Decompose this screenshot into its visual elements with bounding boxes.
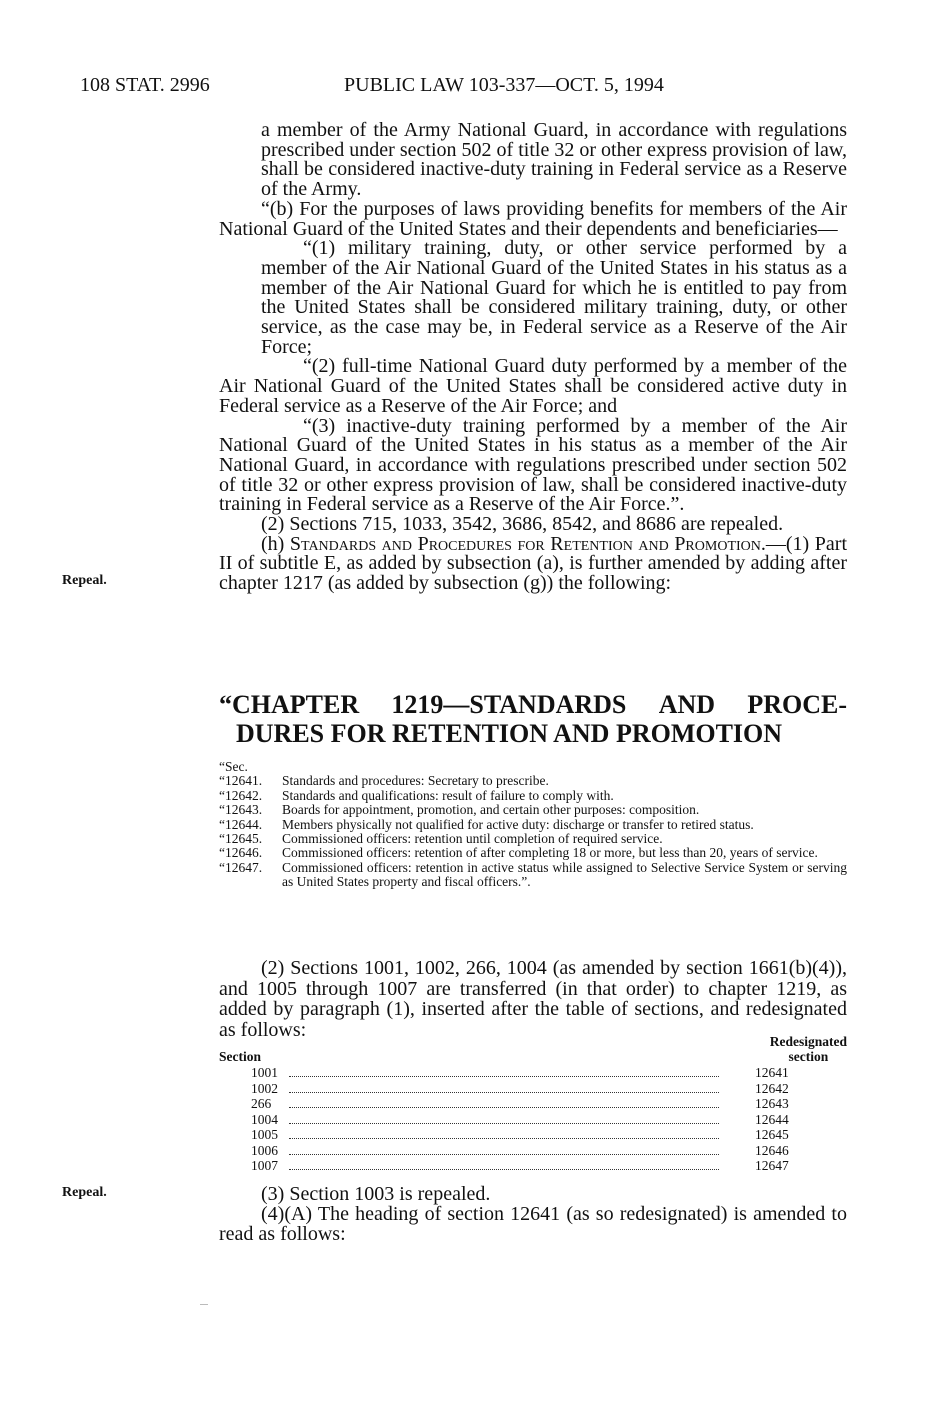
old-section-number: 1002: [251, 1080, 278, 1096]
transfer-paragraph: [219, 958, 847, 1040]
paragraph: “(2) full-time National Guard duty performed by a member of the Air National Guard of the United States shall be considered active duty in Federal service as a Reserve of the Air Force; and: [219, 355, 847, 417]
toc-item: [219, 789, 847, 803]
toc-item-text: Commissioned officers: retention until completion of required service.: [282, 831, 663, 847]
old-section-number: 266: [251, 1096, 272, 1111]
new-section-number: 12641: [755, 1065, 789, 1080]
toc-item: [219, 818, 847, 832]
toc-item-number: “12641.: [219, 773, 263, 789]
page-header: [80, 74, 860, 104]
chapter-word: “CHAPTER: [219, 690, 360, 719]
toc-item-number: “12645.: [219, 831, 263, 847]
table-row: [219, 1112, 847, 1128]
table-of-sections: [219, 760, 847, 890]
toc-item: [219, 846, 847, 860]
table-row: [219, 1065, 847, 1081]
paragraph: (2) Sections 1001, 1002, 266, 1004 (as amended by section 1661(b)(4)), and 1005 through 1007 are transferred (in that order) to chapter 1219, as added by paragraph (1), inserted after the table of sections, and redesignated as follows:: [219, 957, 847, 1041]
table-row: [219, 1081, 847, 1097]
paragraph: “(1) military training, duty, or other service performed by a member of the Air National Guard of the United States in his status as a member of the Air National Guard for which he is entitled to pay from the United States shall be considered military training, duty, or other service, as the case may be, in Federal service as a Reserve of the Air Force;: [261, 237, 847, 358]
margin-note-repeal: Repeal.: [62, 573, 107, 588]
old-section-number: 1001: [251, 1065, 278, 1080]
old-section-number: 1006: [251, 1142, 278, 1158]
toc-item: [219, 832, 847, 846]
header-line: section: [788, 1049, 829, 1064]
subsection-text: .—(1) Part II of subtitle E, as added by subsection (a), is further amended by adding after chapter 1217 (as added by subsection (g)) the following:: [219, 532, 847, 595]
statute-page-number: 108 STAT. 2996: [80, 74, 210, 96]
paragraph: a member of the Army National Guard, in accordance with regulations prescribed under section 502 of title 32 or other express provision of law, shall be considered inactive-duty training in Federal service as a Reserve of the Army.: [261, 119, 847, 201]
closing-text: [219, 1184, 847, 1244]
new-section-number: 12645: [755, 1127, 789, 1142]
redesignated-column-header: [770, 1034, 847, 1064]
paragraph: (2) Sections 715, 1033, 3542, 3686, 8542, and 8686 are repealed.: [261, 513, 784, 536]
table-row: [219, 1096, 847, 1112]
chapter-heading: [219, 690, 847, 748]
toc-item-number: “12642.: [219, 787, 263, 803]
dot-leader: [289, 1158, 719, 1170]
toc-item-text: Boards for appointment, promotion, and certain other purposes: composition.: [282, 802, 700, 818]
paragraph: [219, 532, 847, 595]
toc-item-text: Standards and procedures: Secretary to prescribe.: [282, 773, 549, 789]
chapter-heading-line2: DURES FOR RETENTION AND PROMOTION: [236, 719, 783, 748]
toc-item-number: “12644.: [219, 816, 263, 832]
new-section-number: 12646: [755, 1142, 789, 1158]
toc-item-number: “12646.: [219, 845, 263, 861]
toc-item-text: Standards and qualifications: result of failure to comply with.: [282, 787, 614, 803]
paragraph: “(3) inactive-duty training performed by a member of the Air National Guard of the United States in his status as a member of the Air National Guard, in accordance with regulations prescribed under section 502 of title 32 or other express provision of law, shall be considered inactive-duty training in Federal service as a Reserve of the Air Force.”.: [219, 414, 847, 516]
table-row: [219, 1158, 847, 1174]
table-row: [219, 1127, 847, 1143]
new-section-number: 12643: [755, 1096, 789, 1111]
dot-leader: [289, 1112, 719, 1124]
toc-item-text: Commissioned officers: retention in active status while assigned to Selective Service System or serving as United States property and fiscal officers.”.: [282, 859, 847, 890]
old-section-number: 1007: [251, 1158, 278, 1173]
chapter-word: AND: [658, 690, 716, 719]
toc-item: [219, 861, 847, 890]
header-line: Redesignated: [769, 1034, 847, 1049]
dot-leader: [289, 1065, 719, 1077]
old-section-number: 1004: [251, 1111, 278, 1127]
toc-item: [219, 774, 847, 788]
section-column-header: Section: [219, 1049, 261, 1064]
paragraph: (3) Section 1003 is repealed.: [261, 1183, 491, 1205]
paragraph: “(b) For the purposes of laws providing benefits for members of the Air National Guard of the United States and their dependents and beneficiaries—: [219, 197, 847, 240]
scan-speck: [200, 1304, 208, 1305]
chapter-word: 1219—STANDARDS: [391, 690, 627, 719]
toc-sec-label: “Sec.: [219, 759, 248, 774]
subsection-label: (h): [261, 532, 290, 555]
toc-item-text: Commissioned officers: retention of after completing 18 or more, but less than 20, years of service.: [282, 845, 818, 861]
toc-item-number: “12643.: [219, 802, 263, 818]
dot-leader: [289, 1143, 719, 1155]
subsection-heading: Standards and Procedures for Retention and Promotion: [289, 532, 761, 555]
new-section-number: 12642: [755, 1080, 789, 1096]
dot-leader: [289, 1096, 719, 1108]
toc-item-number: “12647.: [219, 859, 263, 875]
dot-leader: [289, 1081, 719, 1093]
chapter-word: PROCE-: [747, 690, 847, 719]
old-section-number: 1005: [251, 1127, 278, 1142]
dot-leader: [289, 1127, 719, 1139]
toc-item-text: Members physically not qualified for active duty: discharge or transfer to retired status.: [282, 816, 754, 832]
new-section-number: 12647: [755, 1158, 789, 1173]
margin-note-repeal: Repeal.: [62, 1185, 107, 1200]
table-row: [219, 1143, 847, 1159]
new-section-number: 12644: [755, 1111, 789, 1127]
body-text: [219, 121, 847, 594]
law-title: PUBLIC LAW 103-337—OCT. 5, 1994: [344, 74, 664, 96]
toc-item: [219, 803, 847, 817]
paragraph: (4)(A) The heading of section 12641 (as so redesignated) is amended to read as follows:: [219, 1203, 847, 1245]
